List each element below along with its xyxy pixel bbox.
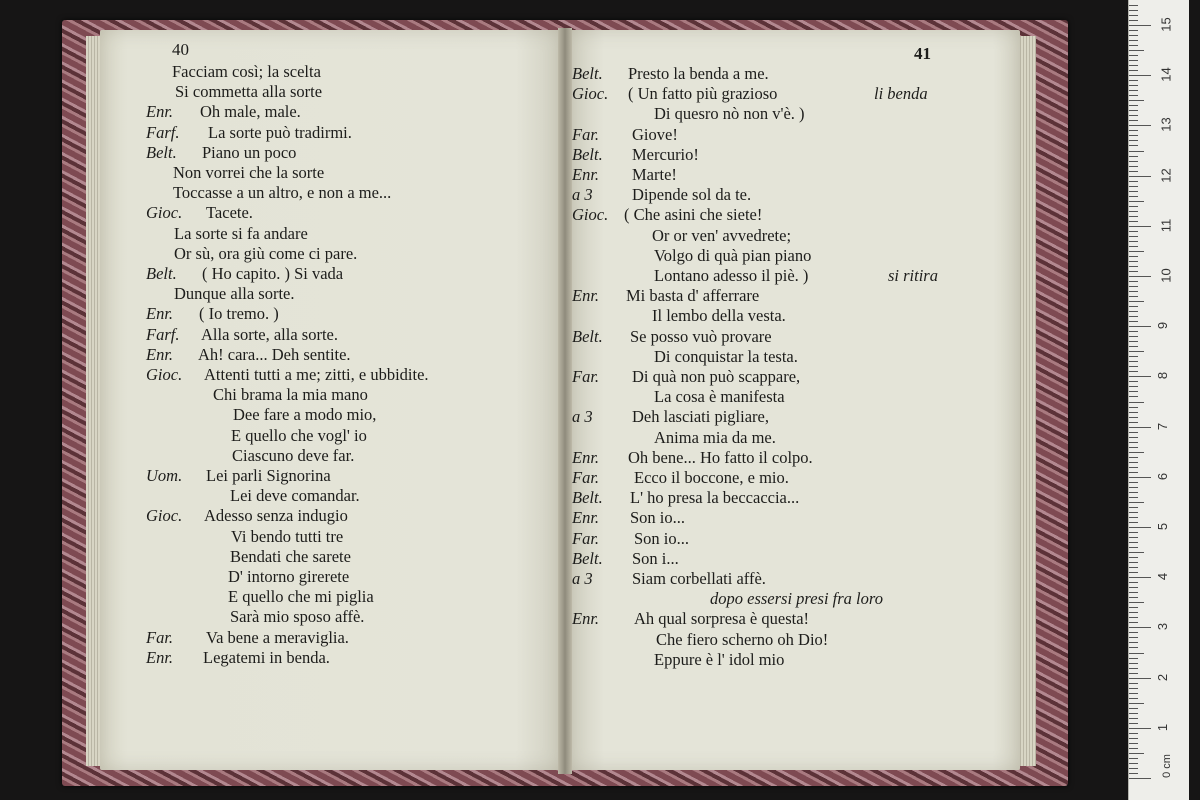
verse-line: Siam corbellati affè.: [632, 569, 766, 588]
ruler-tick: [1129, 120, 1138, 121]
ruler-tick: [1129, 552, 1144, 553]
ruler-tick: [1129, 668, 1138, 669]
verse-line: Va bene a meraviglia.: [206, 627, 349, 647]
speaker-label: Belt.: [572, 144, 603, 164]
ruler-tick: [1129, 437, 1138, 438]
ruler-tick: [1129, 361, 1138, 362]
speaker-label: Gioc.: [572, 205, 609, 225]
ruler-tick: [1129, 296, 1138, 297]
ruler-tick: [1129, 266, 1138, 267]
ruler-tick: [1129, 753, 1144, 754]
ruler-tick: [1129, 773, 1138, 774]
ruler-tick: [1129, 738, 1138, 739]
verse-line: Dipende sol da te.: [632, 185, 752, 205]
speaker-label: Far.: [572, 367, 600, 386]
ruler-unit-label: 0 cm: [1160, 754, 1173, 778]
verse-line: Lontano adesso il piè. ): [654, 266, 809, 285]
ruler-tick: [1129, 572, 1138, 573]
speaker-label: Enr.: [146, 304, 174, 324]
verse-line: Or sù, ora giù come ci pare.: [174, 243, 358, 263]
ruler-tick: [1129, 356, 1138, 357]
ruler-tick: [1129, 698, 1138, 699]
ruler-number: 13: [1158, 117, 1174, 133]
ruler-tick: [1129, 602, 1144, 603]
verse-line: Presto la benda a me.: [628, 64, 769, 83]
verse-line: Mercurio!: [632, 144, 699, 164]
verse-line: Dunque alla sorte.: [174, 284, 295, 304]
verse-line: ( Un fatto più grazioso: [628, 84, 778, 104]
verse-line: Toccasse a un altro, e non a me...: [173, 183, 392, 203]
verse-line: Giove!: [632, 124, 678, 144]
speaker-label: Gioc.: [572, 84, 609, 104]
verse-line: ( Che asini che siete!: [624, 205, 763, 225]
ruler-tick: [1129, 432, 1138, 433]
verse-line: Tacete.: [206, 203, 253, 223]
ruler-number: 7: [1155, 422, 1171, 430]
ruler-tick: [1129, 422, 1138, 423]
ruler-tick: [1129, 140, 1138, 141]
ruler-tick: [1129, 663, 1138, 664]
speaker-label: a 3: [572, 407, 593, 427]
verse-line: La sorte può tradirmi.: [208, 122, 352, 142]
ruler-tick: [1129, 391, 1138, 392]
verse-line: Attenti tutti a me; zitti, e ubbidite.: [204, 365, 429, 384]
ruler-tick: [1129, 20, 1138, 21]
verse-line: Si commetta alla sorte: [175, 82, 323, 102]
ruler-tick: [1129, 125, 1151, 126]
verse-line: Sarà mio sposo affè.: [230, 607, 365, 627]
ruler-tick: [1129, 582, 1138, 583]
speaker-label: Gioc.: [146, 365, 183, 384]
ruler-tick: [1129, 256, 1138, 257]
ruler-tick: [1129, 462, 1138, 463]
verse-line: Son i...: [632, 548, 679, 568]
stage-direction: dopo essersi presi fra loro: [710, 589, 883, 609]
ruler-tick: [1129, 366, 1138, 367]
verse-line: Facciam così; la scelta: [172, 62, 321, 81]
ruler-tick: [1129, 768, 1138, 769]
speaker-label: Gioc.: [146, 203, 183, 223]
ruler-tick: [1129, 371, 1138, 372]
ruler-tick: [1129, 442, 1138, 443]
verse-line: Bendati che sarete: [230, 546, 351, 566]
verse-line: Di quà non può scappare,: [632, 367, 801, 386]
ruler-number: 10: [1158, 268, 1174, 283]
ruler-tick: [1129, 517, 1138, 518]
ruler-tick: [1129, 447, 1138, 448]
ruler-tick: [1129, 778, 1151, 779]
verse-line: Ah! cara... Deh sentite.: [198, 344, 351, 364]
verse-line: Anima mia da me.: [654, 427, 776, 447]
ruler-tick: [1129, 10, 1138, 11]
ruler-number: 8: [1155, 372, 1171, 380]
ruler-tick: [1129, 718, 1138, 719]
ruler-tick: [1129, 482, 1138, 483]
ruler-tick: [1129, 627, 1151, 628]
ruler-number: 3: [1155, 623, 1171, 631]
ruler-tick: [1129, 477, 1151, 478]
ruler-tick: [1129, 402, 1144, 403]
ruler-tick: [1129, 156, 1138, 157]
stage-direction: li benda: [874, 84, 928, 104]
ruler-tick: [1129, 743, 1138, 744]
verse-line: La sorte si fa andare: [174, 223, 308, 243]
verse-line: Lei parli Signorina: [206, 466, 331, 485]
speaker-label: Enr.: [572, 508, 600, 528]
ruler-tick: [1129, 427, 1151, 428]
ruler-tick: [1129, 703, 1144, 704]
verse-line: E quello che vogl' io: [231, 425, 367, 445]
ruler-tick: [1129, 15, 1138, 16]
ruler-tick: [1129, 341, 1138, 342]
speaker-label: a 3: [572, 569, 593, 588]
ruler-tick: [1129, 246, 1138, 247]
verse-line: Alla sorte, alla sorte.: [201, 324, 338, 344]
ruler-tick: [1129, 206, 1138, 207]
ruler-tick: [1129, 95, 1138, 96]
ruler-tick: [1129, 221, 1138, 222]
speaker-label: Enr.: [572, 286, 600, 306]
verse-line: Piano un poco: [202, 142, 297, 162]
speaker-label: Far.: [572, 528, 600, 548]
verse-line: Ecco il boccone, e mio.: [634, 468, 789, 487]
ruler-tick: [1129, 658, 1138, 659]
ruler-tick: [1129, 251, 1144, 252]
speaker-label: Belt.: [572, 488, 603, 508]
ruler-tick: [1129, 683, 1138, 684]
verse-line: Marte!: [632, 165, 677, 184]
verse-line: Legatemi in benda.: [203, 647, 330, 667]
ruler-tick: [1129, 75, 1151, 76]
ruler-tick: [1129, 261, 1138, 262]
verse-line: Lei deve comandar.: [230, 486, 360, 506]
page-edges-right: [1018, 36, 1036, 766]
verse-line: E quello che mi piglia: [228, 587, 374, 607]
ruler-tick: [1129, 166, 1138, 167]
speaker-label: Enr.: [146, 647, 174, 667]
ruler-number: 15: [1158, 17, 1174, 32]
verse-line: Oh bene... Ho fatto il colpo.: [628, 447, 813, 467]
ruler-tick: [1129, 351, 1144, 352]
verse-line: D' intorno girerete: [228, 567, 350, 586]
ruler-tick: [1129, 231, 1138, 232]
speaker-label: Enr.: [572, 165, 600, 184]
ruler-tick: [1129, 502, 1144, 503]
verse-line: Mi basta d' afferrare: [626, 286, 760, 306]
ruler-tick: [1129, 763, 1138, 764]
ruler-tick: [1129, 708, 1138, 709]
ruler-tick: [1129, 407, 1138, 408]
speaker-label: Enr.: [146, 102, 174, 122]
verse-line: Eppure è l' idol mio: [654, 649, 785, 669]
ruler-tick: [1129, 346, 1138, 347]
ruler-tick: [1129, 522, 1138, 523]
ruler-tick: [1129, 617, 1138, 618]
ruler-tick: [1129, 647, 1138, 648]
ruler-tick: [1129, 130, 1138, 131]
ruler-number: 4: [1155, 573, 1171, 581]
page-number-left: 40: [172, 40, 189, 59]
speaker-label: Uom.: [146, 466, 183, 485]
left-page: [100, 30, 562, 770]
speaker-label: Enr.: [572, 447, 600, 467]
ruler-number: 5: [1155, 522, 1171, 531]
ruler-tick: [1129, 632, 1138, 633]
speaker-label: Belt.: [146, 142, 177, 162]
ruler-tick: [1129, 472, 1138, 473]
speaker-label: Belt.: [572, 548, 603, 568]
ruler-tick: [1129, 386, 1138, 387]
ruler-tick: [1129, 381, 1138, 382]
ruler-tick: [1129, 507, 1138, 508]
speaker-label: Enr.: [146, 344, 174, 364]
book-gutter: [558, 28, 572, 774]
ruler-tick: [1129, 336, 1138, 337]
measurement-ruler: [1128, 0, 1189, 800]
ruler-tick: [1129, 241, 1138, 242]
ruler-tick: [1129, 226, 1151, 227]
ruler-tick: [1129, 492, 1138, 493]
verse-line: Ah qual sorpresa è questa!: [634, 609, 810, 629]
ruler-tick: [1129, 55, 1138, 56]
ruler-tick: [1129, 316, 1138, 317]
verse-line: Ciascuno deve far.: [232, 445, 355, 465]
speaker-label: Far.: [572, 468, 600, 487]
ruler-tick: [1129, 311, 1138, 312]
ruler-tick: [1129, 733, 1138, 734]
ruler-tick: [1129, 186, 1138, 187]
ruler-tick: [1129, 191, 1138, 192]
speaker-label: Belt.: [146, 264, 177, 283]
verse-line: Il lembo della vesta.: [652, 306, 786, 326]
ruler-tick: [1129, 281, 1138, 282]
speaker-label: Far.: [146, 627, 174, 647]
ruler-tick: [1129, 532, 1138, 533]
ruler-number: 6: [1155, 472, 1171, 480]
ruler-tick: [1129, 45, 1138, 46]
verse-line: ( Ho capito. ) Si vada: [202, 264, 344, 283]
ruler-tick: [1129, 80, 1138, 81]
speaker-label: Enr.: [572, 609, 600, 629]
ruler-tick: [1129, 110, 1138, 111]
verse-line: Deh lasciati pigliare,: [632, 407, 769, 427]
ruler-tick: [1129, 306, 1138, 307]
ruler-number: 11: [1158, 218, 1174, 233]
ruler-number: 12: [1158, 167, 1174, 183]
ruler-tick: [1129, 567, 1138, 568]
ruler-tick: [1129, 542, 1138, 543]
ruler-tick: [1129, 40, 1138, 41]
ruler-tick: [1129, 176, 1151, 177]
verse-line: Dee fare a modo mio,: [233, 405, 377, 425]
ruler-tick: [1129, 291, 1138, 292]
ruler-tick: [1129, 60, 1138, 61]
ruler-tick: [1129, 527, 1151, 528]
ruler-tick: [1129, 758, 1138, 759]
ruler-tick: [1129, 512, 1138, 513]
verse-line: Oh male, male.: [200, 102, 301, 122]
verse-line: Son io...: [630, 508, 686, 528]
ruler-tick: [1129, 286, 1138, 287]
verse-line: Chi brama la mia mano: [213, 385, 368, 405]
ruler-tick: [1129, 5, 1138, 6]
verse-line: Che fiero scherno oh Dio!: [656, 629, 829, 649]
ruler-tick: [1129, 642, 1138, 643]
ruler-tick: [1129, 713, 1138, 714]
ruler-tick: [1129, 301, 1144, 302]
speaker-label: Far.: [572, 124, 600, 144]
ruler-tick: [1129, 105, 1138, 106]
verse-line: Volgo di quà pian piano: [654, 245, 812, 265]
verse-line: Or or ven' avvedrete;: [652, 225, 792, 245]
ruler-tick: [1129, 376, 1151, 377]
ruler-tick: [1129, 688, 1138, 689]
page-number-right: 41: [914, 44, 931, 63]
ruler-tick: [1129, 637, 1138, 638]
ruler-tick: [1129, 577, 1151, 578]
ruler-tick: [1129, 50, 1144, 51]
ruler-tick: [1129, 236, 1138, 237]
ruler-tick: [1129, 723, 1138, 724]
ruler-tick: [1129, 271, 1138, 272]
ruler-tick: [1129, 622, 1138, 623]
ruler-tick: [1129, 135, 1138, 136]
ruler-tick: [1129, 487, 1138, 488]
ruler-tick: [1129, 497, 1138, 498]
verse-line: Di quesro nò non v'è. ): [654, 104, 805, 124]
ruler-tick: [1129, 673, 1138, 674]
speaker-label: Belt.: [572, 326, 603, 346]
ruler-tick: [1129, 35, 1138, 36]
ruler-tick: [1129, 196, 1138, 197]
verse-line: Son io...: [634, 528, 690, 548]
verse-line: Vi bendo tutti tre: [231, 526, 344, 546]
ruler-number: 2: [1155, 673, 1171, 681]
ruler-tick: [1129, 326, 1151, 327]
ruler-tick: [1129, 467, 1138, 468]
verse-line: Di conquistar la testa.: [654, 346, 798, 366]
ruler-tick: [1129, 321, 1138, 322]
speaker-label: Farf.: [146, 122, 180, 142]
ruler-tick: [1129, 70, 1138, 71]
ruler-tick: [1129, 607, 1138, 608]
verse-line: L' ho presa la beccaccia...: [630, 488, 800, 508]
ruler-tick: [1129, 201, 1144, 202]
ruler-tick: [1129, 547, 1138, 548]
ruler-tick: [1129, 276, 1151, 277]
ruler-tick: [1129, 396, 1138, 397]
ruler-tick: [1129, 693, 1138, 694]
ruler-tick: [1129, 417, 1138, 418]
ruler-tick: [1129, 612, 1138, 613]
ruler-tick: [1129, 678, 1151, 679]
verse-line: La cosa è manifesta: [654, 387, 785, 407]
ruler-tick: [1129, 25, 1151, 26]
ruler-tick: [1129, 145, 1138, 146]
ruler-tick: [1129, 85, 1138, 86]
ruler-tick: [1129, 412, 1138, 413]
ruler-tick: [1129, 90, 1138, 91]
ruler-number: 1: [1155, 723, 1171, 731]
speaker-label: Belt.: [572, 64, 603, 83]
ruler-tick: [1129, 211, 1138, 212]
ruler-tick: [1129, 30, 1138, 31]
ruler-tick: [1129, 171, 1138, 172]
ruler-tick: [1129, 728, 1151, 729]
ruler-tick: [1129, 181, 1138, 182]
ruler-tick: [1129, 587, 1138, 588]
ruler-tick: [1129, 597, 1138, 598]
ruler-tick: [1129, 100, 1144, 101]
ruler-tick: [1129, 452, 1144, 453]
ruler-tick: [1129, 161, 1138, 162]
ruler-tick: [1129, 557, 1138, 558]
ruler-tick: [1129, 331, 1138, 332]
verse-line: Non vorrei che la sorte: [173, 163, 325, 182]
ruler-tick: [1129, 457, 1138, 458]
ruler-tick: [1129, 115, 1138, 116]
stage-direction: si ritira: [888, 266, 938, 285]
ruler-number: 9: [1155, 322, 1171, 330]
verse-line: Se posso vuò provare: [630, 326, 772, 346]
ruler-tick: [1129, 592, 1138, 593]
verse-line: Adesso senza indugio: [204, 506, 348, 526]
ruler-tick: [1129, 748, 1138, 749]
ruler-tick: [1129, 653, 1144, 654]
speaker-label: Gioc.: [146, 506, 183, 526]
speaker-label: Farf.: [146, 324, 180, 344]
speaker-label: a 3: [572, 185, 593, 205]
verse-line: ( Io tremo. ): [199, 304, 279, 324]
ruler-tick: [1129, 151, 1144, 152]
ruler-tick: [1129, 562, 1138, 563]
ruler-tick: [1129, 216, 1138, 217]
right-page: [568, 30, 1020, 770]
ruler-tick: [1129, 65, 1138, 66]
ruler-tick: [1129, 537, 1138, 538]
ruler-number: 14: [1158, 67, 1174, 82]
